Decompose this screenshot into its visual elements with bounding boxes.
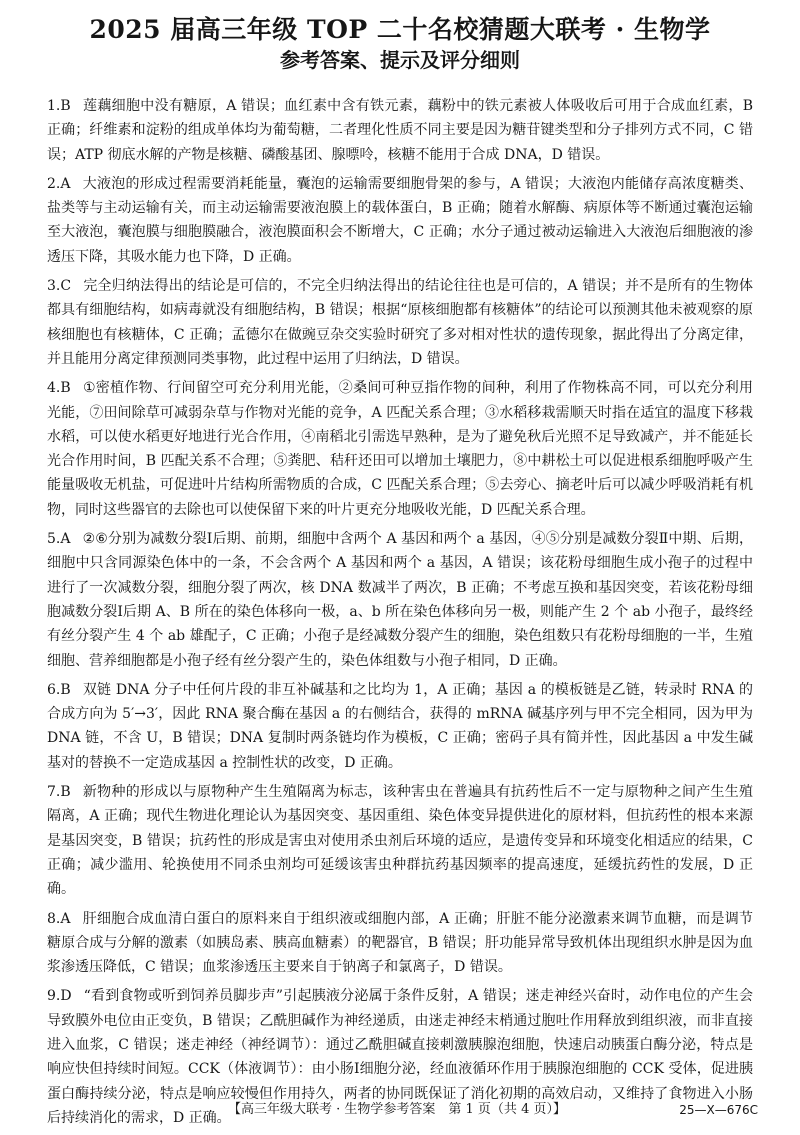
answer-item-2	[47, 172, 753, 269]
item-explanation: 完全归纳法得出的结论是可信的，不完全归纳法得出的结论往往也是可信的，A 错误；并不是所有的生物体都具有细胞结构，如病毒就没有细胞结构，B 错误；根据“原核细胞都有核糖体”的结论可以预测其他未被观察的原核细胞也有核糖体，C 正确；孟德尔在做豌豆杂交实验时研究了多对相对性状的遗传现象，据此得出了分离定律，并且能用分离定律预测同类事物，此过程中运用了归纳法，D 错误。	[47, 278, 753, 367]
answer-item-6	[47, 678, 753, 775]
item-number: 8.	[47, 910, 61, 927]
item-explanation: 大液泡的形成过程需要消耗能量，囊泡的运输需要细胞骨架的参与，A 错误；大液泡内能储存高浓度糖类、盐类等与主动运输有关，而主动运输需要液泡膜上的载体蛋白，B 正确；随着水解酶、病原体等不断通过囊泡运输至大液泡，囊泡膜与细胞膜融合，液泡膜面积会不断增大，C 正确；水分子通过被动运输进入大液泡后细胞液的渗透压下降，其吸水能力也下降，D 正确。	[47, 175, 753, 265]
item-explanation: 莲藕细胞中没有糖原，A 错误；血红素中含有铁元素，藕粉中的铁元素被人体吸收后可用于合成血红素，B 正确；纤维素和淀粉的组成单体均为葡萄糖，二者理化性质不同主要是因为糖苷键类型和分子排列方式不同，C 错误；ATP 彻底水解的产物是核糖、磷酸基团、腺嘌呤，核糖不能用于合成 DNA，D 错误。	[47, 98, 753, 163]
item-explanation: 肝细胞合成血清白蛋白的原料来自于组织液或细胞内部，A 正确；肝脏不能分泌激素来调节血糖，而是调节糖原合成与分解的激素（如胰岛素、胰高血糖素）的靶器官，B 错误；肝功能异常导致机体出现组织水肿是因为血浆渗透压降低，C 错误；血浆渗透压主要来自于钠离子和氯离子，D 错误。	[47, 910, 753, 976]
answer-item-5	[47, 527, 753, 673]
item-answer: A	[60, 531, 71, 548]
item-number: 3.	[47, 278, 61, 295]
item-number: 5.	[47, 531, 61, 548]
page-title: 2025 届高三年级 TOP 二十名校猜题大联考 · 生物学	[89, 15, 711, 44]
item-answer: A	[60, 175, 71, 192]
item-number: 9.	[47, 988, 61, 1005]
item-number: 1.	[47, 98, 61, 114]
item-answer: B	[60, 98, 71, 114]
footer-code: 25—X—676C	[679, 1103, 758, 1117]
item-answer: B	[60, 681, 71, 698]
page-subtitle: 参考答案、提示及评分细则	[280, 48, 520, 72]
item-number: 4.	[47, 380, 61, 397]
item-explanation: ②⑥分别为减数分裂Ⅰ后期、前期，细胞中含两个 A 基因和两个 a 基因，④⑤分别是减数分裂Ⅱ中期、后期，细胞中只含同源染色体中的一条，不会含两个 A 基因和两个 a 基因，A 错误；该花粉母细胞生成小孢子的过程中进行了一次减数分裂，细胞分裂了两次，核 DNA 数减半了两次，B 正确；不考虑互换和基因突变，若该花粉母细胞减数分裂Ⅰ后期 A、B 所在的染色体移向一极，a、b 所在染色体移向另一极，则能产生 2 个 ab 小孢子，最终经有丝分裂产生 4 个 ab 雄配子，C 正确；小孢子是经减数分裂产生的细胞，染色组数只有花粉母细胞的一半，生殖细胞、营养细胞都是小孢子经有丝分裂产生的，染色体组数与小孢子相同，D 正确。	[47, 531, 753, 669]
item-explanation: ①密植作物、行间留空可充分利用光能，②桑间可种豆指作物的间种，利用了作物株高不同，可以充分利用光能，⑦田间除草可减弱杂草与作物对光能的竞争，A 匹配关系合理；③水稻移栽需顺天时指在适宜的温度下移栽水稻，可以使水稻更好地进行光合作用，④南稻北引需选早熟种，是为了避免秋后光照不足导致减产，并不能延长光合作用时间，B 匹配关系不合理；⑤粪肥、秸秆还田可以增加土壤肥力，⑧中耕松土可以促进根系细胞呼吸产生能量吸收无机盐，可促进叶片结构所需物质的合成，C 匹配关系合理；⑤去旁心、摘老叶后可以减少呼吸消耗有机物，同时这些器官的去除也可以使保留下来的叶片更充分地吸收光能，D 匹配关系合理。	[47, 380, 753, 518]
item-answer: D	[60, 988, 72, 1005]
item-answer: A	[60, 910, 71, 927]
item-number: 2.	[47, 175, 61, 192]
item-answer: C	[60, 278, 72, 295]
item-explanation: 双链 DNA 分子中任何片段的非互补碱基和之比均为 1，A 正确；基因 a 的模板链是乙链，转录时 RNA 的合成方向为 5′→3′，因此 RNA 聚合酶在基因 a 的右侧结合，获得的 mRNA 碱基序列与甲不完全相同，因为甲为 DNA 链，不含 U，B 错误；DNA 复制时两条链均作为模板，C 正确；密码子具有简并性，因此基因 a 中发生碱基对的替换不一定造成基因 a 控制性状的改变，D 正确。	[47, 681, 753, 771]
item-answer: B	[60, 380, 71, 397]
answer-item-8	[47, 907, 753, 980]
footer-page-info: 【高三年级大联考 · 生物学参考答案 第 1 页（共 4 页）】	[228, 1102, 566, 1117]
answer-list	[47, 94, 753, 1135]
answer-item-4	[47, 376, 753, 522]
answer-item-3	[47, 274, 753, 371]
item-explanation: “看到食物或听到饲养员脚步声”引起胰液分泌属于条件反射，A 错误；迷走神经兴奋时，动作电位的产生会导致膜外电位由正变负，B 错误；乙酰胆碱作为神经递质，由迷走神经末梢通过胞吐作用释放到组织液，而非直接进入血浆，C 错误；迷走神经（神经调节）：通过乙酰胆碱直接刺激胰腺泡细胞，快速启动胰蛋白酶分泌，特点是响应快但持续时间短。CCK（体液调节）：由小肠Ⅰ细胞分泌，经血液循环作用于胰腺泡细胞的 CCK 受体，促进胰蛋白酶持续分泌，特点是响应较慢但作用持久，两者的协同既保证了消化初期的高效启动，又维持了食物进入小肠后持续消化的需求，D 正确。	[47, 988, 753, 1126]
item-number: 6.	[47, 681, 61, 698]
item-answer: B	[60, 784, 71, 801]
item-explanation: 新物种的形成以与原物种产生生殖隔离为标志，该种害虫在普遍具有抗药性后不一定与原物种之间产生生殖隔离，A 正确；现代生物进化理论认为基因突变、基因重组、染色体变异提供进化的原材料，但抗药性的根本来源是基因突变，B 错误；抗药性的形成是害虫对使用杀虫剂后环境的适应，是遗传变异和环境变化相适应的结果，C 正确；减少滥用、轮换使用不同杀虫剂均可延缓该害虫种群抗药基因频率的提高速度，延缓抗药性的发展，D 正确。	[47, 784, 753, 898]
item-number: 7.	[47, 784, 61, 801]
answer-item-7	[47, 780, 753, 901]
answer-item-1	[47, 94, 753, 167]
